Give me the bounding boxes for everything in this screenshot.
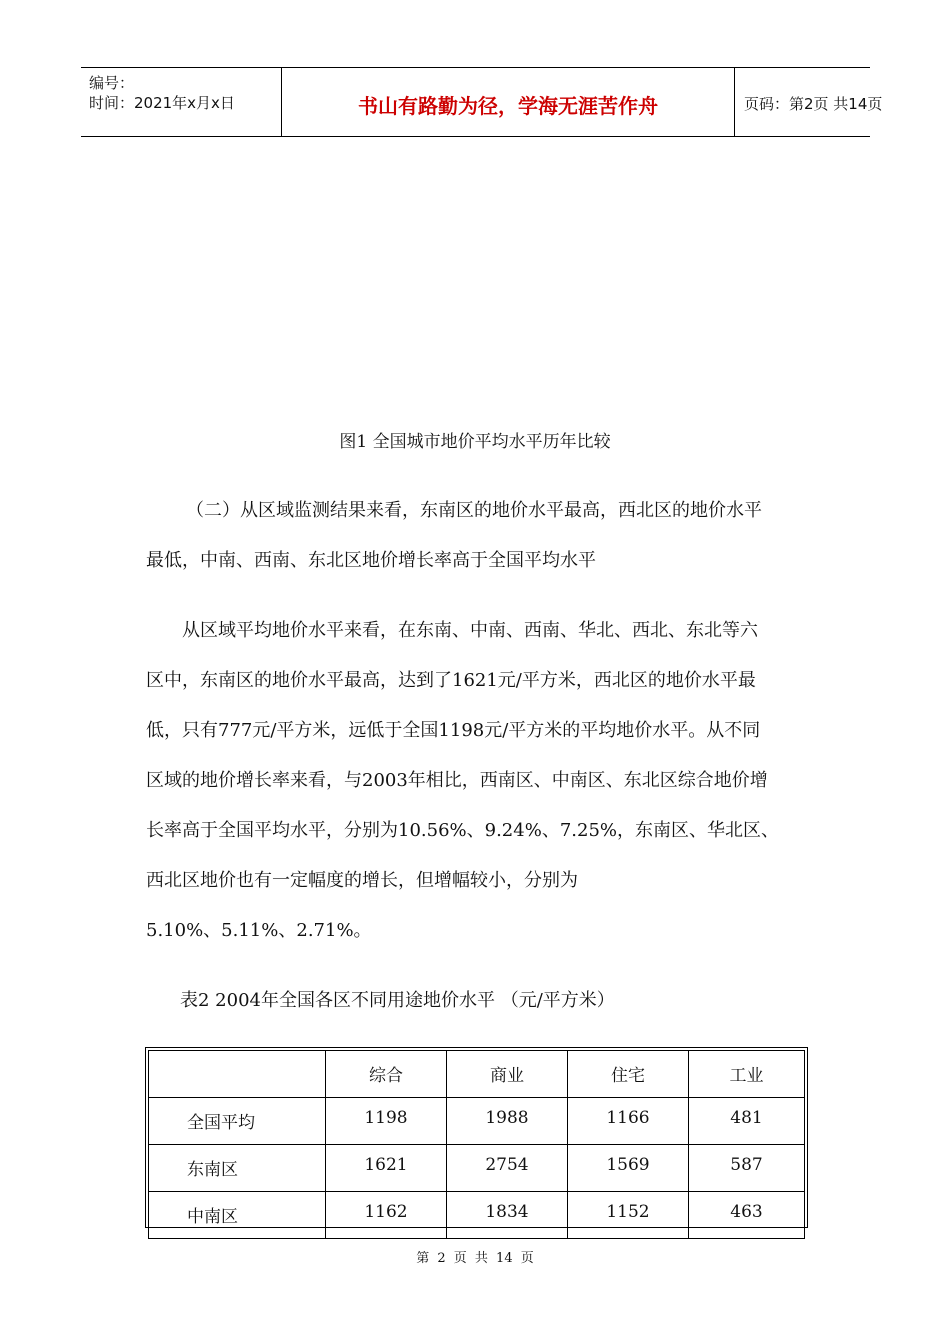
body-line: 5.10%、5.11%、2.71%。	[146, 920, 372, 941]
price-table-grid	[148, 1050, 805, 1239]
table-cell: 1621	[326, 1145, 447, 1192]
table-cell: 481	[689, 1098, 805, 1145]
header-right-cell	[734, 68, 883, 136]
section-heading-line-2: 最低，中南、西南、东北区地价增长率高于全国平均水平	[146, 550, 596, 571]
body-line: 区中，东南区的地价水平最高，达到了1621元/平方米，西北区的地价水平最	[146, 670, 756, 691]
body-line: 西北区地价也有一定幅度的增长，但增幅较小，分别为	[146, 870, 578, 891]
table-cell: 1834	[447, 1192, 568, 1239]
table-cell: 1162	[326, 1192, 447, 1239]
body-line: 从区域平均地价水平来看，在东南、中南、西南、华北、西北、东北等六	[182, 620, 758, 641]
table-cell: 463	[689, 1192, 805, 1239]
table-caption: 表2 2004年全国各区不同用途地价水平 （元/平方米）	[180, 990, 615, 1011]
table-cell: 1988	[447, 1098, 568, 1145]
row-label: 全国平均	[149, 1098, 326, 1145]
table-cell: 1152	[568, 1192, 689, 1239]
table-row	[149, 1145, 805, 1192]
table-cell: 2754	[447, 1145, 568, 1192]
table-header-cell: 住宅	[568, 1051, 689, 1098]
time-label: 时间：2021年x月x日	[89, 94, 235, 112]
body-line: 长率高于全国平均水平，分别为10.56%、9.24%、7.25%，东南区、华北区、	[146, 820, 779, 841]
section-heading-line-1: （二）从区域监测结果来看，东南区的地价水平最高，西北区的地价水平	[186, 500, 762, 521]
row-label: 中南区	[149, 1192, 326, 1239]
page-footer: 第 2 页 共 14 页	[416, 1251, 534, 1266]
table-header-cell: 商业	[447, 1051, 568, 1098]
figure-caption: 图1 全国城市地价平均水平历年比较	[339, 432, 611, 452]
header-left-cell	[81, 68, 281, 136]
number-label: 编号：	[89, 74, 135, 92]
body-line: 区域的地价增长率来看，与2003年相比，西南区、中南区、东北区综合地价增	[146, 770, 768, 791]
header-page-info: 页码：第2页 共14页	[744, 95, 883, 113]
header-motto: 书山有路勤为径，学海无涯苦作舟	[358, 94, 658, 118]
row-label: 东南区	[149, 1145, 326, 1192]
header-center-cell	[281, 68, 735, 136]
price-table	[145, 1047, 808, 1228]
table-row	[149, 1098, 805, 1145]
table-cell: 1198	[326, 1098, 447, 1145]
table-row	[149, 1192, 805, 1239]
page-header	[81, 67, 883, 137]
table-header-cell: 综合	[326, 1051, 447, 1098]
table-header-cell	[149, 1051, 326, 1098]
table-header-cell: 工业	[689, 1051, 805, 1098]
table-header-row	[149, 1051, 805, 1098]
table-cell: 587	[689, 1145, 805, 1192]
table-cell: 1166	[568, 1098, 689, 1145]
body-line: 低，只有777元/平方米，远低于全国1198元/平方米的平均地价水平。从不同	[146, 720, 761, 741]
table-cell: 1569	[568, 1145, 689, 1192]
